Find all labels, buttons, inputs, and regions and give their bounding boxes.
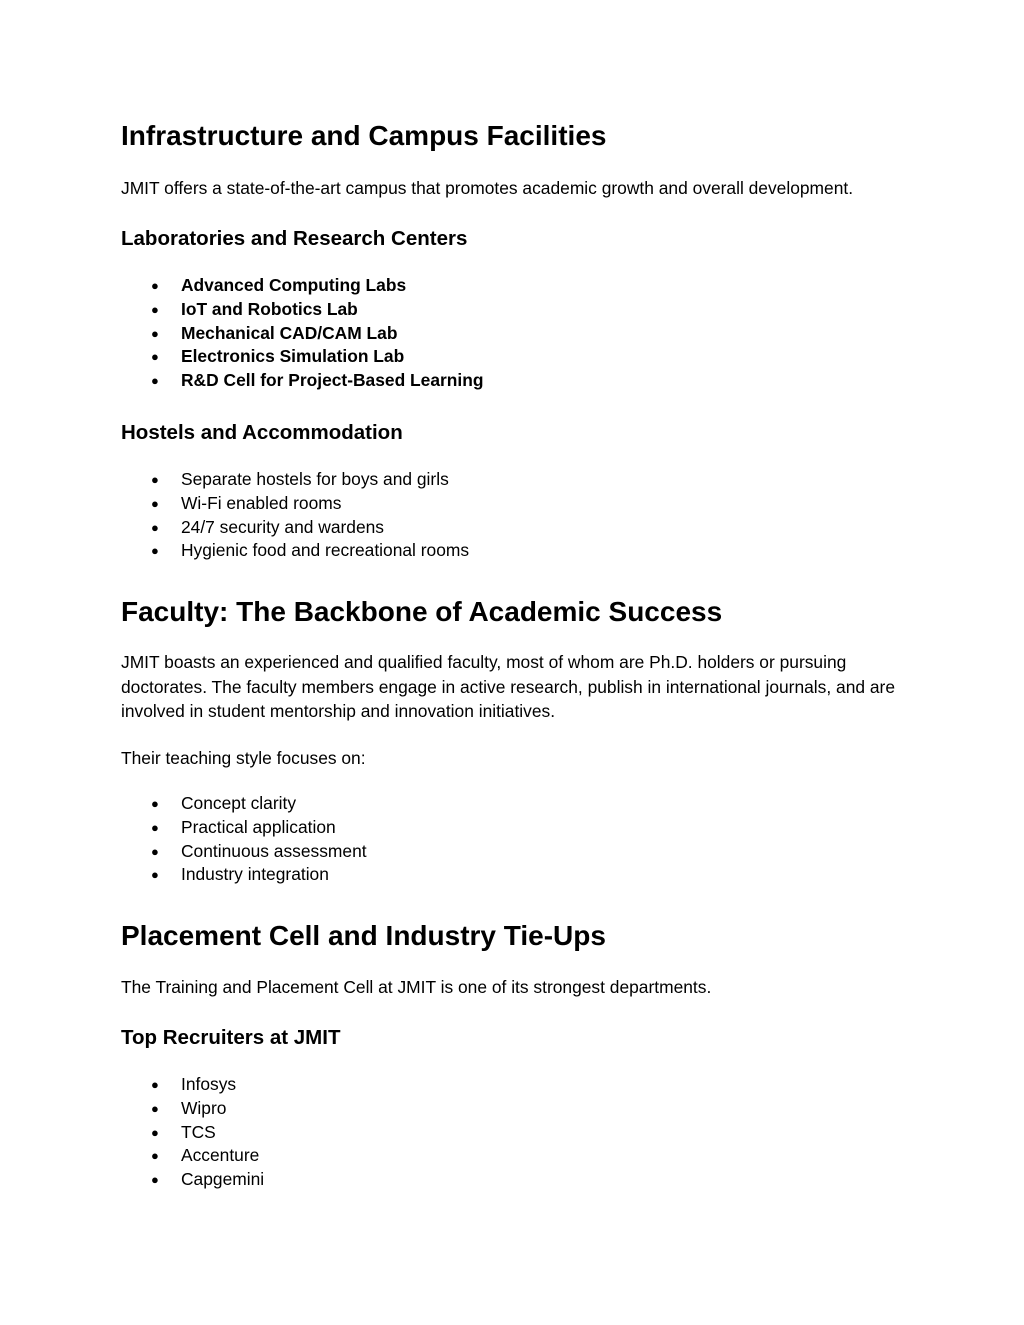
faculty-paragraph: JMIT boasts an experienced and qualified faculty, most of whom are Ph.D. holders or pursuing doctorates. The faculty members engage in active research, publish in international journals, and are involved in student mentorship and innovation initiatives. xyxy=(121,652,896,721)
bullet-icon: ● xyxy=(151,472,159,487)
list-item xyxy=(121,863,367,887)
bullet-icon: ● xyxy=(151,1172,159,1188)
bullet-icon: ● xyxy=(151,325,159,341)
recruiters-heading: Top Recruiters at JMIT xyxy=(121,1026,341,1049)
list-item xyxy=(121,1144,264,1168)
list-item xyxy=(121,468,469,492)
placement-intro: The Training and Placement Cell at JMIT is one of its strongest departments. xyxy=(121,977,712,997)
bullet-icon: ● xyxy=(151,1077,159,1092)
faculty-focus-list xyxy=(121,792,367,887)
bullet-icon: ● xyxy=(151,819,159,835)
bullet-icon: ● xyxy=(151,519,159,535)
list-item xyxy=(121,516,469,540)
bullet-icon: ● xyxy=(151,843,159,859)
bullet-icon: ● xyxy=(151,1148,159,1164)
list-item-label: Capgemini xyxy=(181,1169,265,1190)
list-item-label: Accenture xyxy=(181,1145,260,1166)
list-item-label: Wipro xyxy=(181,1097,227,1118)
section-title-placement: Placement Cell and Industry Tie-Ups xyxy=(121,920,606,951)
list-item xyxy=(121,1097,264,1121)
list-item-label: Continuous assessment xyxy=(181,840,367,861)
list-item-label: Mechanical CAD/CAM Lab xyxy=(181,322,398,343)
hostels-list xyxy=(121,468,469,563)
list-item xyxy=(121,492,469,516)
list-item-label: Practical application xyxy=(181,816,336,837)
bullet-icon: ● xyxy=(151,278,159,293)
faculty-focus-intro: Their teaching style focuses on: xyxy=(121,748,366,768)
list-item-label: Electronics Simulation Lab xyxy=(181,346,405,367)
hostels-heading: Hostels and Accommodation xyxy=(121,421,403,444)
list-item xyxy=(121,1168,264,1192)
list-item-label: Concept clarity xyxy=(181,793,297,813)
list-item xyxy=(121,1073,264,1097)
bullet-icon: ● xyxy=(151,1124,159,1140)
list-item xyxy=(121,816,367,840)
bullet-icon: ● xyxy=(151,349,159,365)
list-item-label: 24/7 security and wardens xyxy=(181,516,385,537)
list-item xyxy=(121,298,483,322)
list-item-label: Industry integration xyxy=(181,864,329,885)
list-item xyxy=(121,1121,264,1145)
bullet-icon: ● xyxy=(151,796,159,811)
list-item-label: Wi-Fi enabled rooms xyxy=(181,492,342,513)
list-item xyxy=(121,322,483,346)
list-item-label: Advanced Computing Labs xyxy=(181,275,407,295)
list-item-label: Separate hostels for boys and girls xyxy=(181,469,449,489)
bullet-icon: ● xyxy=(151,1100,159,1116)
bullet-icon: ● xyxy=(151,301,159,317)
bullet-icon: ● xyxy=(151,543,159,559)
labs-list xyxy=(121,274,483,393)
bullet-icon: ● xyxy=(151,373,159,389)
list-item xyxy=(121,840,367,864)
list-item xyxy=(121,369,483,393)
list-item xyxy=(121,345,483,369)
labs-heading: Laboratories and Research Centers xyxy=(121,227,468,250)
list-item xyxy=(121,539,469,563)
infrastructure-intro: JMIT offers a state-of-the-art campus that promotes academic growth and overall development. xyxy=(121,178,854,198)
section-title-infrastructure: Infrastructure and Campus Facilities xyxy=(121,120,607,151)
list-item xyxy=(121,792,367,816)
bullet-icon: ● xyxy=(151,495,159,511)
recruiters-list xyxy=(121,1073,264,1192)
list-item-label: Hygienic food and recreational rooms xyxy=(181,540,470,561)
list-item xyxy=(121,274,483,298)
list-item-label: R&D Cell for Project-Based Learning xyxy=(181,370,484,391)
section-title-faculty: Faculty: The Backbone of Academic Success xyxy=(121,596,723,627)
list-item-label: IoT and Robotics Lab xyxy=(181,298,358,319)
list-item-label: Infosys xyxy=(181,1074,237,1094)
bullet-icon: ● xyxy=(151,867,159,883)
list-item-label: TCS xyxy=(181,1121,216,1142)
